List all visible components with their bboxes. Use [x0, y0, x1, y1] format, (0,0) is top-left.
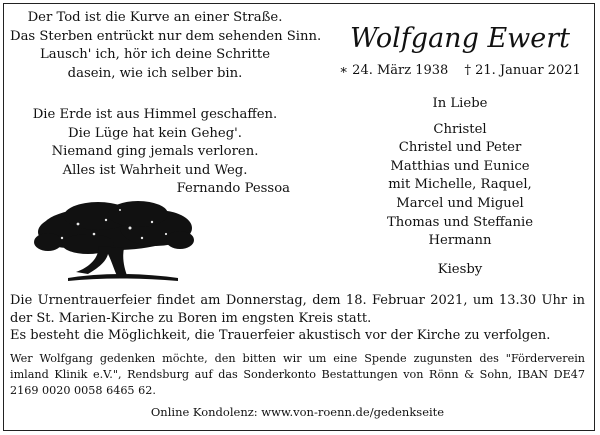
poem-stanza-2 [10, 106, 300, 199]
poem-line: Die Lüge hat kein Geheg'. [68, 125, 242, 141]
mourner-name: Christel [433, 121, 487, 137]
poem-line: Lausch' ich, hör ich deine Schritte [39, 47, 271, 63]
mourners-list [330, 95, 590, 279]
mourners-place: Kiesby [437, 261, 483, 277]
poem-line: Niemand ging jemals verloren. [51, 144, 259, 160]
poem-line: Der Tod ist die Kurve an einer Straße. [27, 10, 283, 25]
mourner-name: Thomas und Steffanie [386, 214, 534, 230]
poem-author: Fernando Pessoa [176, 181, 290, 197]
death-date: † 21. Januar 2021 [464, 63, 581, 78]
online-condolence: Online Kondolenz: www.von-roenn.de/gedenkseite [150, 405, 445, 419]
birth-date: ∗ 24. März 1938 [339, 63, 449, 78]
mourner-name: Matthias und Eunice [390, 158, 530, 174]
poem-stanza-1 [10, 9, 322, 83]
donation-notice: Wer Wolfgang gedenken möchte, den bitten wir um eine Spende zugunsten des "Förderverein imland Klinik e.V.", Rendsburg auf das Sonderkonto Bestattungen von Rönn & Sohn, IBAN DE47 2169 0020 0058 6465 62. [10, 352, 585, 397]
poem-line: dasein, wie ich selber bin. [67, 65, 243, 81]
funeral-notice: Die Urnentrauerfeier findet am Donnerstag, dem 18. Februar 2021, um 13.30 Uhr in der St. Marien-Kirche zu Boren im engsten Kreis statt. [10, 293, 585, 326]
poem-line: Alles ist Wahrheit und Weg. [62, 162, 248, 178]
deceased-name: Wolfgang Ewert [350, 23, 570, 54]
listening-notice: Es besteht die Möglichkeit, die Trauerfeier akustisch vor der Kirche zu verfolgen. [10, 328, 551, 343]
poem-line: Die Erde ist aus Himmel geschaffen. [32, 107, 278, 122]
mourner-name: Hermann [428, 233, 492, 249]
tree-illustration-icon [28, 198, 200, 288]
life-dates [330, 62, 590, 80]
mourners-intro: In Liebe [432, 96, 488, 111]
mourner-name: Marcel und Miguel [396, 195, 524, 211]
mourner-name: Christel und Peter [398, 140, 522, 156]
poem-line: Das Sterben entrückt nur dem sehenden Sinn. [10, 28, 322, 44]
mourner-name: mit Michelle, Raquel, [388, 177, 532, 193]
